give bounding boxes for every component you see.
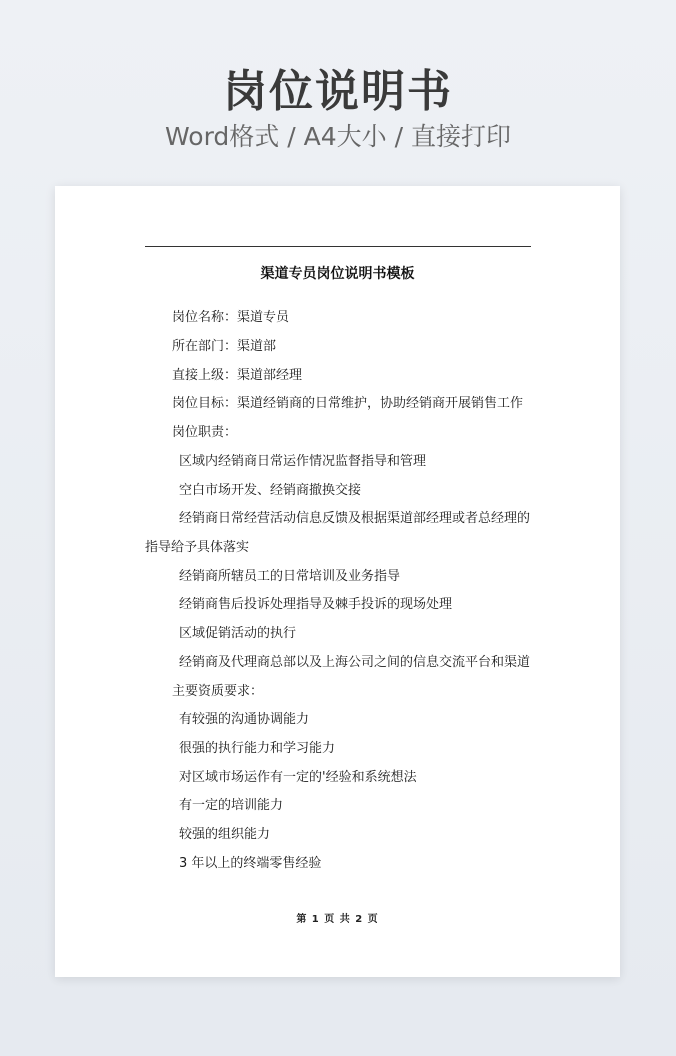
requirement-item: 3 年以上的终端零售经验 [179, 856, 322, 871]
duties-heading: 岗位职责： [172, 425, 238, 440]
duty-item: 经销商售后投诉处理指导及棘手投诉的现场处理 [179, 597, 453, 612]
job-goal-line: 岗位目标：渠道经销商的日常维护，协助经销商开展销售工作 [172, 396, 524, 411]
requirement-item: 很强的执行能力和学习能力 [179, 741, 336, 756]
banner-title: 岗位说明书 [223, 66, 453, 117]
document-title: 渠道专员岗位说明书模板 [260, 266, 415, 282]
duty-item: 经销商所辖员工的日常培训及业务指导 [179, 569, 401, 584]
supervisor-line: 直接上级：渠道部经理 [172, 368, 303, 383]
duty-item: 区域内经销商日常运作情况监督指导和管理 [179, 454, 427, 469]
requirement-item: 有较强的沟通协调能力 [179, 712, 310, 727]
requirement-item: 对区域市场运作有一定的'经验和系统想法 [179, 770, 417, 785]
duty-item: 区域促销活动的执行 [179, 626, 297, 641]
header-rule [145, 246, 531, 247]
duty-item-continuation: 指导给予具体落实 [145, 540, 250, 555]
duty-item: 空白市场开发、经销商撤换交接 [179, 483, 362, 498]
banner-subtitle: Word格式 / A4大小 / 直接打印 [165, 122, 511, 151]
requirements-heading: 主要资质要求： [172, 684, 264, 699]
duty-item: 经销商日常经营活动信息反馈及根据渠道部经理或者总经理的 [179, 511, 531, 526]
page-number-footer: 第 1 页 共 2 页 [296, 914, 379, 925]
department-line: 所在部门：渠道部 [172, 339, 277, 354]
job-name-line: 岗位名称：渠道专员 [172, 310, 290, 325]
requirement-item: 较强的组织能力 [179, 827, 271, 842]
document-page [55, 186, 620, 977]
duty-item: 经销商及代理商总部以及上海公司之间的信息交流平台和渠道 [179, 655, 531, 670]
requirement-item: 有一定的培训能力 [179, 798, 284, 813]
